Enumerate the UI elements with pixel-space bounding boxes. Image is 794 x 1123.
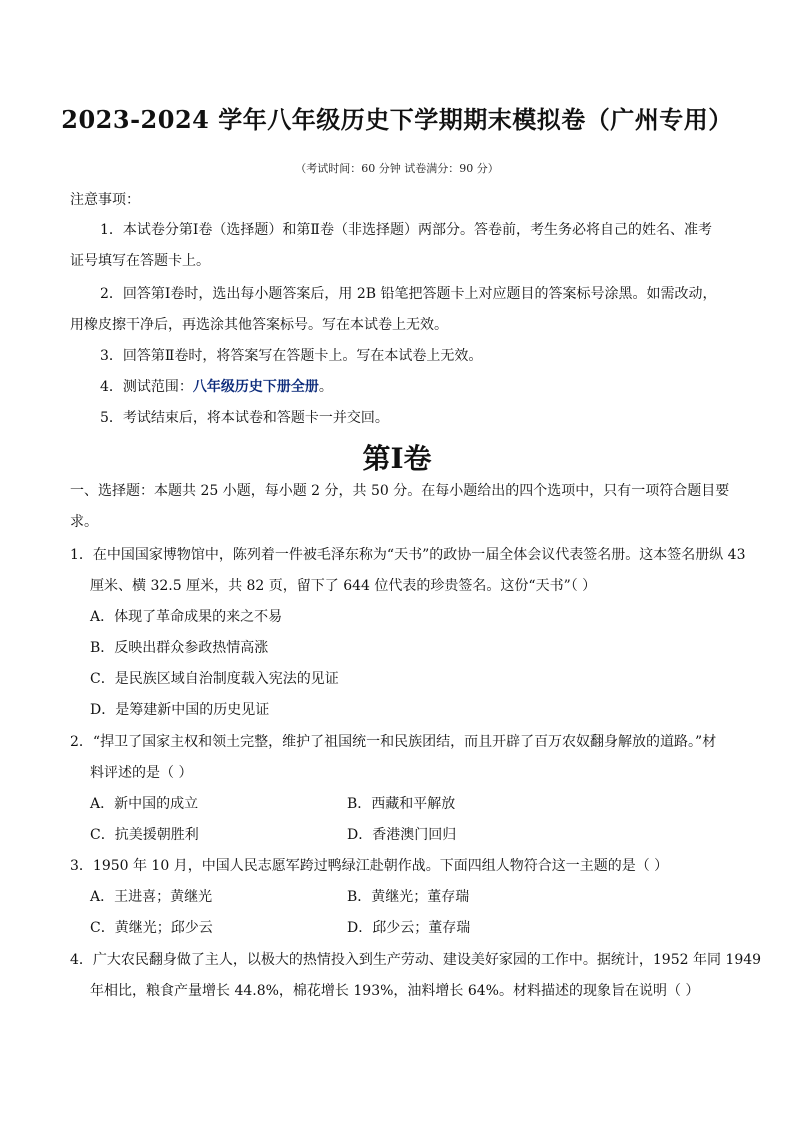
- question-2-stem-line-1: 2．“捍卫了国家主权和领土完整，维护了祖国统一和民族团结，而且开辟了百万农奴翻身解放的道路。”材: [70, 734, 717, 750]
- question-3-option-a: A．王进喜；黄继光: [90, 889, 213, 905]
- question-4-stem-line-1: 4．广大农民翻身做了主人，以极大的热情投入到生产劳动、建设美好家园的工作中。据统计，1952 年同 1949: [70, 952, 762, 968]
- exam-time-info: （考试时间：60 分钟 试卷满分：90 分）: [295, 162, 499, 175]
- question-1-option-b: B．反映出群众参政热情高涨: [90, 640, 269, 656]
- note-4-prefix: 4．测试范围：: [100, 379, 193, 395]
- question-3-option-d: D．邱少云；董存瑞: [347, 920, 471, 936]
- note-4: [100, 377, 333, 397]
- note-2-line-2: 用橡皮擦干净后，再选涂其他答案标号。写在本试卷上无效。: [70, 317, 448, 333]
- question-3-stem: 3．1950 年 10 月，中国人民志愿军跨过鸭绿江赴朝作战。下面四组人物符合这一主题的是（ ）: [70, 858, 669, 874]
- notes-heading: 注意事项：: [70, 192, 140, 208]
- question-1-stem-line-2: 厘米、横 32.5 厘米，共 82 页，留下了 644 位代表的珍贵签名。这份“天书”（ ）: [90, 578, 597, 594]
- note-1-line-1: 1．本试卷分第Ⅰ卷（选择题）和第Ⅱ卷（非选择题）两部分。答卷前，考生务必将自己的姓名、准考: [100, 222, 712, 238]
- page-title: 2023-2024 学年八年级历史下学期期末模拟卷（广州专用）: [61, 105, 733, 134]
- question-3-option-b: B．黄继光；董存瑞: [347, 889, 470, 905]
- section-title: 第Ⅰ卷: [362, 442, 432, 475]
- note-3: 3．回答第Ⅱ卷时，将答案写在答题卡上。写在本试卷上无效。: [100, 348, 483, 364]
- question-1-option-d: D．是筹建新中国的历史见证: [90, 702, 270, 718]
- note-2-line-1: 2．回答第Ⅰ卷时，选出每小题答案后，用 2B 铅笔把答题卡上对应题目的答案标号涂黑。如需改动，: [100, 286, 717, 302]
- question-1-option-c: C．是民族区域自治制度载入宪法的见证: [90, 671, 339, 687]
- note-5: 5．考试结束后，将本试卷和答题卡一并交回。: [100, 410, 389, 426]
- note-4-suffix: 。: [318, 379, 333, 395]
- question-2-option-a: A．新中国的成立: [90, 796, 199, 812]
- note-1-line-2: 证号填写在答题卡上。: [70, 253, 210, 269]
- question-3-option-c: C．黄继光；邱少云: [90, 920, 213, 936]
- question-2-option-d: D．香港澳门回归: [347, 827, 457, 843]
- instructions-line-2: 求。: [70, 514, 98, 530]
- question-2-stem-line-2: 料评述的是（ ）: [90, 765, 193, 781]
- question-1-stem-line-1: 1．在中国国家博物馆中，陈列着一件被毛泽东称为“天书”的政协一届全体会议代表签名册。这本签名册纵 43: [70, 547, 746, 563]
- question-1-option-a: A．体现了革命成果的来之不易: [90, 609, 283, 625]
- question-2-option-b: B．西藏和平解放: [347, 796, 456, 812]
- test-range: 八年级历史下册全册: [192, 379, 319, 395]
- question-4-stem-line-2: 年相比，粮食产量增长 44.8%，棉花增长 193%，油料增长 64%。材料描述的现象旨在说明（ ）: [90, 983, 700, 999]
- instructions-line-1: 一、选择题：本题共 25 小题，每小题 2 分，共 50 分。在每小题给出的四个选项中，只有一项符合题目要: [70, 483, 730, 499]
- question-2-option-c: C．抗美援朝胜利: [90, 827, 199, 843]
